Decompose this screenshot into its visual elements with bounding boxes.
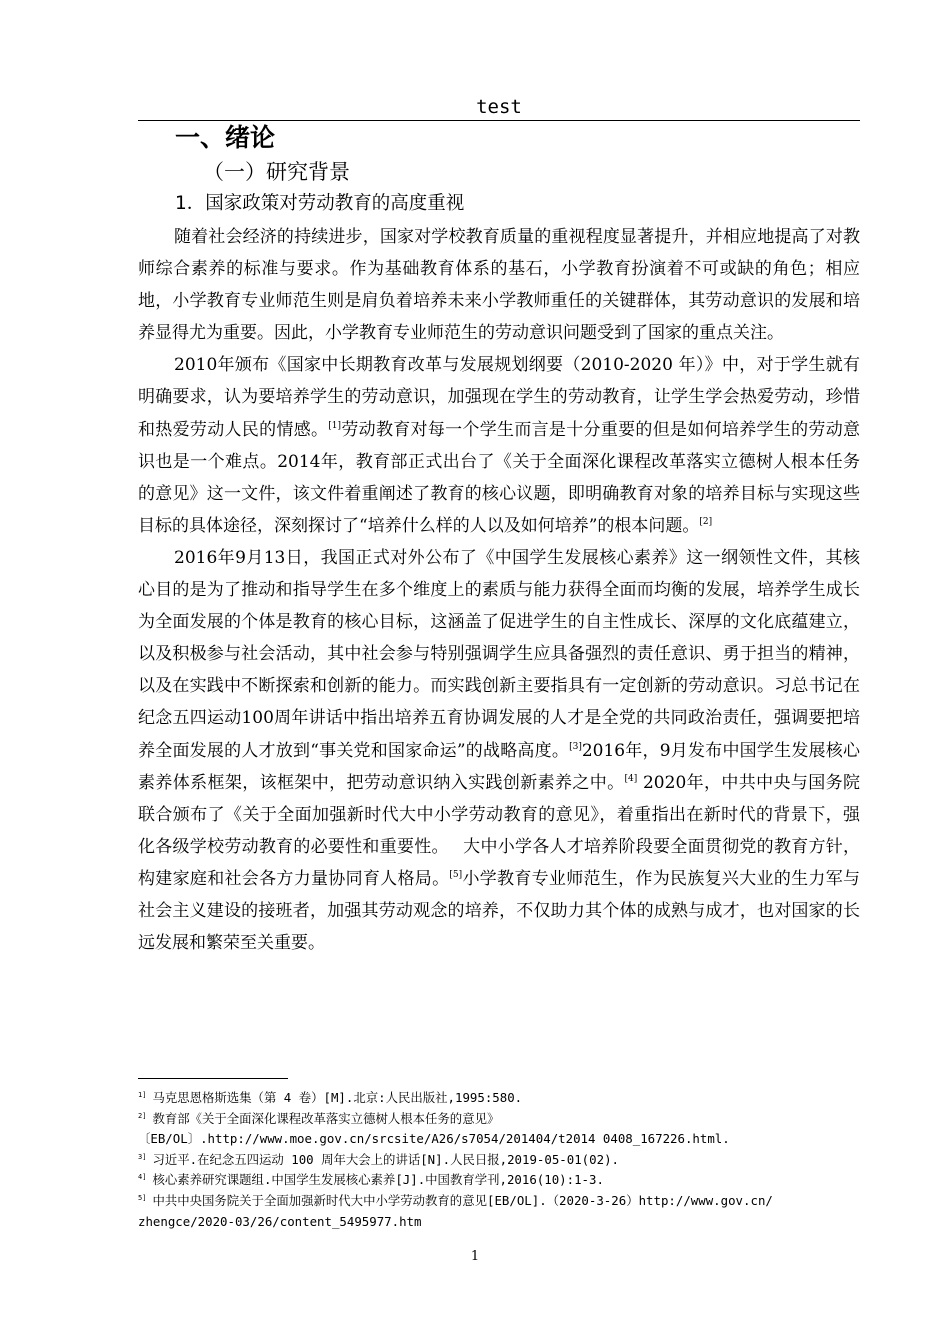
footnote-mark: 4] (138, 1173, 147, 1182)
citation-marker: [2] (699, 516, 713, 527)
paragraph-text: 随着社会经济的持续进步，国家对学校教育质量的重视程度显著提升，并相应地提高了对教师综合素养的标准与要求。作为基础教育体系的基石，小学教育扮演着不可或缺的角色；相应地，小学教育专业师范生则是肩负着培养未来小学教师重任的关键群体，其劳动意识的发展和培养显得尤为重要。因此，小学教育专业师范生的劳动意识问题受到了国家的重点关注。 (138, 227, 860, 344)
citation-marker: [3] (569, 741, 582, 752)
page-number: 1 (470, 1249, 480, 1264)
paragraph-text: 小学教育专业师范生，作为民族复兴大业的生力军与社会主义建设的接班者，加强其劳动观念的培养，不仅助力其个体的成熟与成才，也对国家的长远发展和繁荣至关重要。 (138, 868, 861, 954)
footnote-separator (138, 1078, 288, 1079)
body-text (138, 221, 860, 959)
subsection-heading: 1．国家政策对劳动教育的高度重视 (175, 193, 465, 214)
paragraph (138, 542, 860, 959)
footnote (138, 1150, 860, 1171)
footnote (138, 1191, 860, 1232)
footnotes (138, 1088, 860, 1232)
paragraph-text: 2010年颁布《国家中长期教育改革与发展规划纲要（2010-2020 年）》中，对于学生就有明确要求，认为要培养学生的劳动意识，加强现在学生的劳动教育，让学生学会热爱劳动，珍惜和热爱劳动人民的情感。 (138, 355, 860, 440)
paragraph-text: 2016年，9月发布中国学生发展核心素养体系框架，该框架中，把劳动意识纳入实践创新素养之中。 (138, 740, 860, 793)
footnote (138, 1170, 860, 1191)
paragraph-text: 2020年，中共中央与国务院联合颁布了《关于全面加强新时代大中小学劳动教育的意见》，着重指出在新时代的背景下，强化各级学校劳动教育的必要性和重要性。 大中小学各人才培养阶段要全面贯彻党的教育方针，构建家庭和社会各方力量协同育人格局。 (138, 772, 860, 889)
footnote (138, 1109, 860, 1150)
citation-marker: [4] (624, 773, 638, 784)
footnote-mark: 5] (138, 1193, 147, 1202)
footnote-mark: 3] (138, 1152, 147, 1161)
running-header: test (138, 96, 860, 121)
chapter-heading: 一、绪论 (175, 123, 276, 152)
footnote-text: 习近平.在纪念五四运动 100 周年大会上的讲话[N].人民日报,2019-05-01(02). (152, 1151, 619, 1167)
footnote-text: 马克思恩格斯选集（第 4 卷）[M].北京:人民出版社,1995:580. (152, 1090, 523, 1105)
section-heading: （一）研究背景 (203, 160, 350, 184)
footnote-text: 教育部《关于全面深化课程改革落实立德树人根本任务的意见》〔EB/OL〕.http://www.moe.gov.cn/srcsite/A26/s7054/201404/t2014 0408_167226.html. (138, 1110, 730, 1147)
footnote-text: 核心素养研究课题组.中国学生发展核心素养[J].中国教育学刊,2016(10):1-3. (152, 1172, 604, 1188)
footnote-text: 中共中央国务院关于全面加强新时代大中小学劳动教育的意见[EB/OL].（2020-3-26）http://www.gov.cn/ zhengce/2020-03/26/content_5495977.htm (138, 1192, 773, 1229)
footnote-mark: 1] (138, 1091, 147, 1099)
footnote-mark: 2] (138, 1111, 147, 1120)
paragraph-text: 2016年9月13日，我国正式对外公布了《中国学生发展核心素养》这一纲领性文件，其核心目的是为了推动和指导学生在多个维度上的素质与能力获得全面而均衡的发展，培养学生成长为全面发展的个体是教育的核心目标，这涵盖了促进学生的自主性成长、深厚的文化底蕴建立，以及积极参与社会活动，其中社会参与特别强调学生应具备强烈的责任意识、勇于担当的精神，以及在实践中不断探索和创新的能力。而实践创新主要指具有一定创新的劳动意识。习总书记在纪念五四运动100周年讲话中指出培养五育协调发展的人才是全党的共同政治责任，强调要把培养全面发展的人才放到“事关党和国家命运”的战略高度。 (138, 547, 860, 761)
paragraph-text: 劳动教育对每一个学生而言是十分重要的但是如何培养学生的劳动意识也是一个难点。2014年，教育部正式出台了《关于全面深化课程改革落实立德树人根本任务的意见》这一文件，该文件着重阐述了教育的核心议题，即明确教育对象的培养目标与实现这些目标的具体途径，深刻探讨了“培养什么样的人以及如何培养”的根本问题。 (138, 419, 861, 536)
paragraph (138, 221, 860, 349)
citation-marker: [5] (449, 869, 463, 880)
citation-marker: [1] (328, 420, 342, 431)
paragraph (138, 349, 860, 542)
footnote (138, 1088, 860, 1109)
